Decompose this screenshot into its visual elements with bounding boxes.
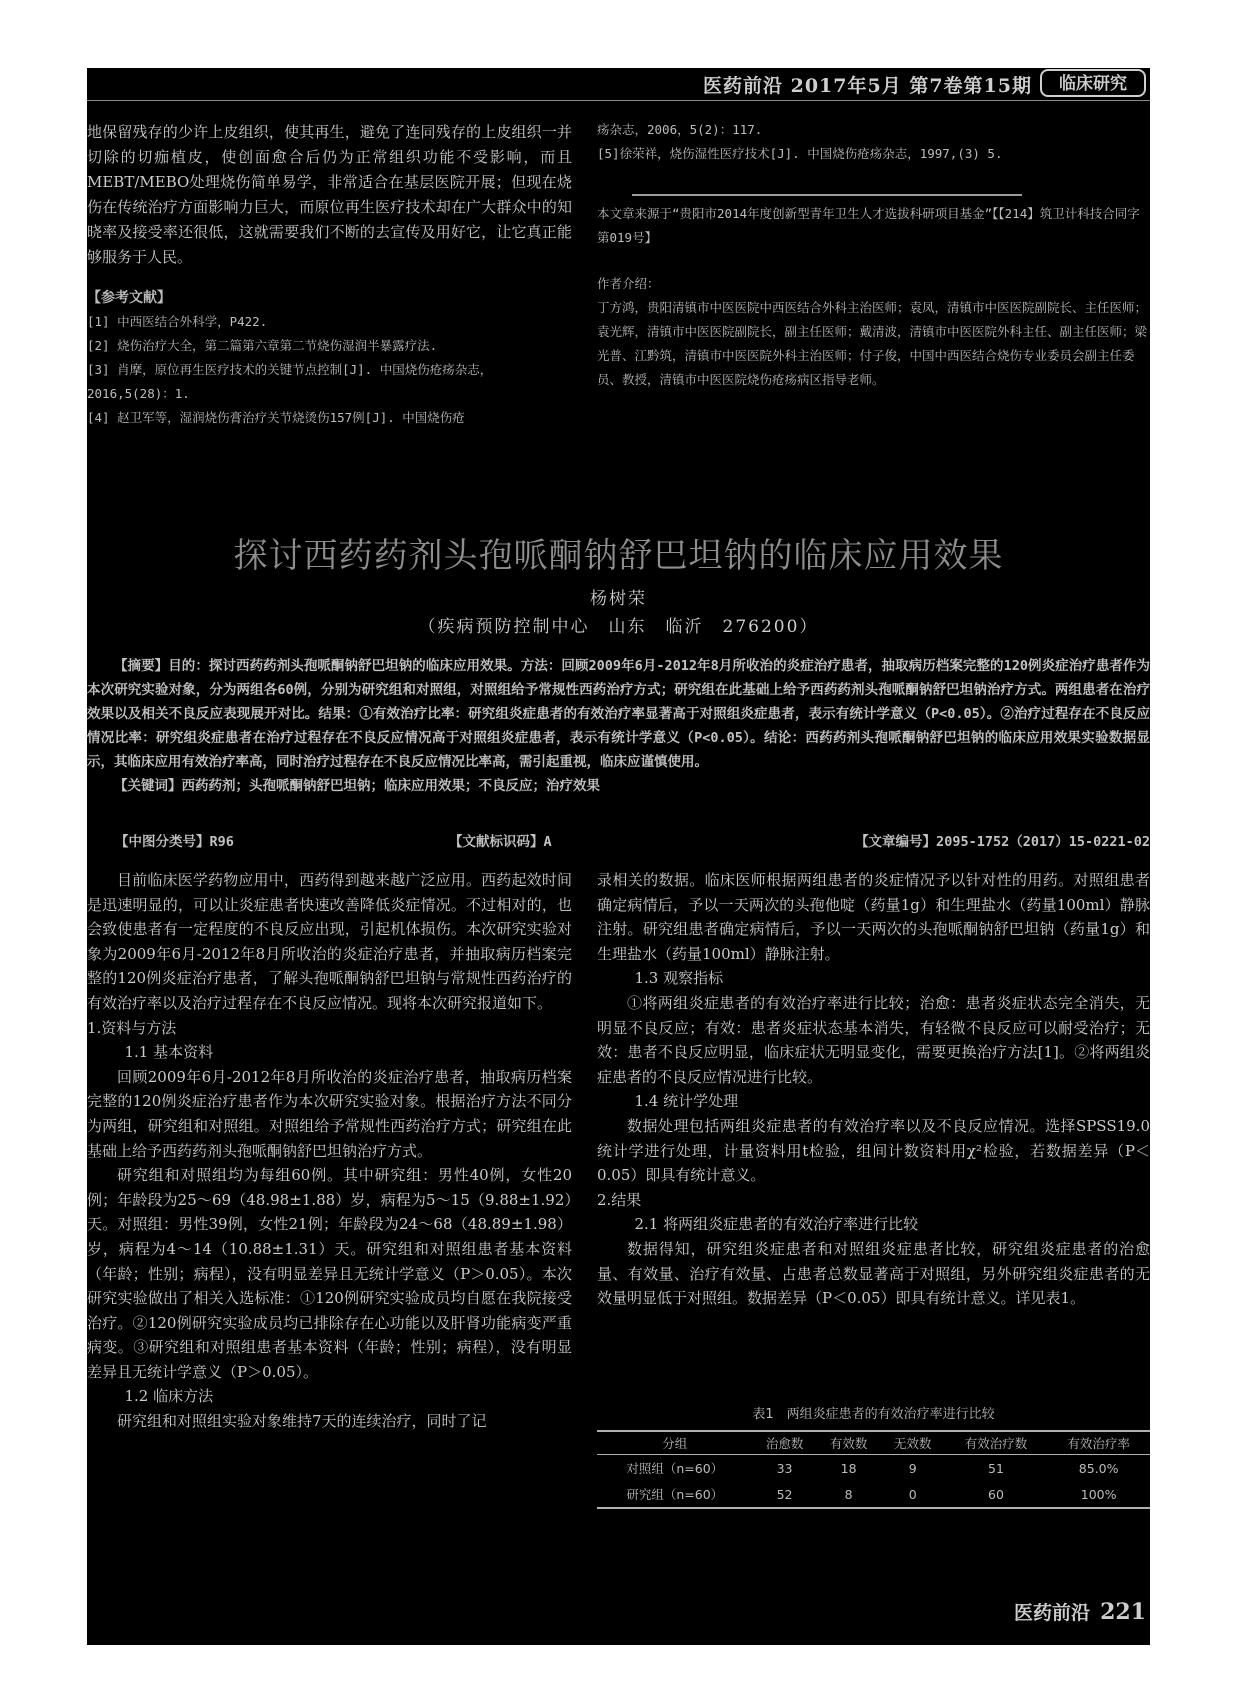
body-paragraph: 录相关的数据。临床医师根据两组患者的炎症情况予以针对性的用药。对照组患者确定病情后，予以一天两次的头孢他啶（药量1g）和生理盐水（药量100ml）静脉注射。研究组患者确定病情后，予以一天两次的头孢哌酮钠舒巴坦钠（药量1g）和生理盐水（药量100ml）静脉注射。 [597, 871, 1150, 963]
prev-article-right-refs [597, 118, 1150, 166]
references-heading: 【参考文献】 [87, 290, 171, 306]
page-header [87, 68, 1150, 101]
article-title: 探讨西药药剂头孢哌酮钠舒巴坦钠的临床应用效果 [233, 536, 1004, 576]
table-1 [597, 1403, 1150, 1509]
article-author: 杨树荣 [590, 589, 647, 609]
reference-item: [1] 中西医结合外科学，P422. [87, 314, 268, 329]
prev-article-paragraph: 地保留残存的少许上皮组织，使其再生，避免了连同残存的上皮组织一并切除的切痂植皮，使创面愈合后仍为正常组织功能不受影响，而且MEBT/MEBO处理烧伤简单易学，非常适合在基层医院开展；但现在烧伤在传统治疗方面影响力巨大，而原位再生医疗技术却在广大群众中的知晓率及接受率还很低，这就需要我们不断的去宣传及用好它，让它真正能够服务于人民。 [87, 123, 572, 266]
reference-item: [2] 烧伤治疗大全，第二篇第六章第二节烧伤湿润半暴露疗法. [87, 338, 438, 353]
prev-article-left-column [87, 120, 572, 270]
table-cell: 85.0% [1078, 1460, 1119, 1476]
table-cell: 60 [945, 1481, 1048, 1508]
subsection-heading: 1.2 临床方法 [124, 1387, 214, 1406]
body-paragraph: 数据得知，研究组炎症患者和对照组炎症患者比较，研究组炎症患者的治愈量、有效量、治疗有效量、占患者总数显著高于对照组，另外研究组炎症患者的无效量明显低于对照组。数据差异（P＜0.05）即具有统计意义。详见表1。 [597, 1239, 1150, 1308]
subsection-heading: 2.1 将两组炎症患者的有效治疗率进行比较 [634, 1215, 919, 1234]
body-paragraph: ①将两组炎症患者的有效治疗率进行比较；治愈：患者炎症状态完全消失，无明显不良反应；有效：患者炎症状态基本消失，有轻微不良反应可以耐受治疗；无效：患者不良反应明显，临床症状无明显变化，需要更换治疗方法[1]。②将两组炎症患者的不良反应情况进行比较。 [597, 993, 1150, 1086]
funding-text: 本文章来源于“贵阳市2014年度创新型青年卫生人才选拔科研项目基金”【【214】筑卫计科技合同字第019号】 [597, 206, 1140, 245]
table-cell: 51 [988, 1460, 1004, 1476]
body-paragraph: 数据处理包括两组炎症患者的有效治疗率以及不良反应情况。选择SPSS19.0统计学进行处理，计量资料用t检验，组间计数资料用χ²检验，若数据差异（P＜0.05）即具有统计意义。 [597, 1116, 1150, 1185]
body-paragraph: 研究组和对照组均为每组60例。其中研究组：男性40例，女性20例；年龄段为25～69（48.98±1.88）岁，病程为5～15（9.88±1.92）天。对照组：男性39例，女性21例；年龄段为24～68（48.89±1.98）岁，病程为4～14（10.88±1.31）天。研究组和对照组患者基本资料（年龄；性别；病程），没有明显差异且无统计学意义（P＞0.05）。本次研究实验做出了相关入选标准：①120例研究实验成员均自愿在我院接受治疗。②120例研究实验成员均已排除存在心功能以及肝肾功能病变严重病变。③研究组和对照组患者基本资料（年龄；性别；病程），没有明显差异且无统计学意义（P＞0.05）。 [87, 1166, 572, 1381]
table-cell: 100% [1047, 1481, 1150, 1508]
subsection-heading: 1.4 统计学处理 [634, 1092, 739, 1111]
table-cell: 9 [908, 1460, 917, 1476]
table-cell: 8 [817, 1481, 881, 1508]
references-block [87, 286, 572, 430]
journal-page [87, 68, 1150, 1645]
table-cell: 18 [840, 1460, 857, 1476]
divider-rule [632, 194, 1022, 196]
article-affiliation: （疾病预防控制中心 山东 临沂 276200） [418, 617, 819, 637]
section-heading: 1.资料与方法 [87, 1018, 177, 1037]
table-row [597, 1481, 1150, 1508]
reference-item: 疡杂志，2006，5(2)：117. [597, 122, 763, 137]
journal-issue-line: 医药前沿 2017年5月 第7卷第15期 [703, 75, 1032, 97]
table-header-cell: 有效治疗数 [945, 1431, 1048, 1455]
clc-number: 【中图分类号】R96 [115, 834, 234, 850]
table-row [597, 1455, 1150, 1482]
reference-item: [4] 赵卫军等，湿润烧伤膏治疗关节烧烫伤157例[J]. 中国烧伤疮 [87, 410, 465, 425]
reference-item: [5]徐荣祥，烧伤湿性医疗技术[J]. 中国烧伤疮疡杂志，1997,(3) 5. [597, 146, 1003, 161]
author-intro [597, 272, 1150, 392]
body-paragraph: 目前临床医学药物应用中，西药得到越来越广泛应用。西药起效时间是迅速明显的，可以让炎症患者快速改善降低炎症情况。不过相对的，也会致使患者有一定程度的不良反应出现，引起机体损伤。本次研究实验对象为2009年6月-2012年8月所收治的炎症治疗患者，并抽取病历档案完整的120例炎症治疗患者，了解头孢哌酮钠舒巴坦钠与常规性西药治疗的有效治疗率以及治疗过程存在不良反应情况。现将本次研究报道如下。 [87, 871, 572, 1012]
funding-note [597, 202, 1150, 250]
body-right-column [597, 868, 1150, 1311]
results-table [597, 1430, 1150, 1509]
document-code: 【文献标识码】A [449, 834, 552, 850]
subsection-heading: 1.1 基本资料 [124, 1043, 214, 1062]
table-cell: 研究组（n=60） [597, 1481, 753, 1508]
keywords: 【关键词】西药药剂；头孢哌酮钠舒巴坦钠；临床应用效果；不良反应；治疗效果 [114, 778, 600, 794]
abstract-text: 【摘要】目的：探讨西药药剂头孢哌酮钠舒巴坦钠的临床应用效果。方法：回顾2009年6月-2012年8月所收治的炎症治疗患者，抽取病历档案完整的120例炎症治疗患者作为本次研究实验对象，分为两组各60例，分别为研究组和对照组，对照组给予常规性西药治疗方式；研究组在此基础上给予西药药剂头孢哌酮钠舒巴坦钠治疗方式。两组患者在治疗效果以及相关不良反应表现展开对比。结果：①有效治疗比率：研究组炎症患者的有效治疗率显著高于对照组炎症患者，表示有统计学意义（P<0.05）。②治疗过程存在不良反应情况比率：研究组炎症患者在治疗过程存在不良反应情况高于对照组炎症患者，表示有统计学意义（P<0.05）。结论：西药药剂头孢哌酮钠舒巴坦钠的临床应用效果实验数据显示，其临床应用有效治疗率高，同时治疗过程存在不良反应情况比率高，需引起重视，临床应谨慎使用。 [87, 658, 1150, 770]
table-caption: 表1 两组炎症患者的有效治疗率进行比较 [752, 1407, 995, 1422]
table-header-cell: 分组 [597, 1431, 753, 1455]
author-intro-text: 丁方鸿，贵阳清镇市中医医院中西医结合外科主治医师；袁凤，清镇市中医医院副院长、主任医师；袁光辉，清镇市中医医院副院长，副主任医师；戴清波，清镇市中医医院外科主任、副主任医师；梁光普、江黔筑，清镇市中医医院外科主治医师；付子俊，中国中西医结合烧伤专业委员会副主任委员、教授，清镇市中医医院烧伤疮疡病区指导老师。 [597, 300, 1148, 387]
body-left-column [87, 868, 572, 1434]
reference-item: [3] 肖摩，原位再生医疗技术的关键节点控制[J]. 中国烧伤疮疡杂志，2016,5(28)：1. [87, 362, 493, 401]
table-cell: 52 [753, 1481, 817, 1508]
body-paragraph: 研究组和对照组实验对象维持7天的连续治疗，同时了记 [117, 1412, 487, 1431]
section-heading: 2.结果 [597, 1190, 642, 1209]
author-intro-heading: 作者介绍： [597, 276, 660, 291]
abstract [87, 654, 1150, 798]
article-number: 【文章编号】2095-1752（2017）15-0221-02 [855, 834, 1150, 850]
table-header-row [597, 1431, 1150, 1455]
subsection-heading: 1.3 观察指标 [634, 969, 724, 988]
page-number: 221 [1100, 1599, 1146, 1625]
section-badge: 临床研究 [1040, 69, 1146, 97]
table-header-cell: 治愈数 [753, 1431, 817, 1455]
table-cell: 0 [881, 1481, 945, 1508]
footer-journal: 医药前沿 [1014, 1602, 1091, 1624]
table-header-cell: 有效治疗率 [1047, 1431, 1150, 1455]
table-cell: 33 [776, 1460, 793, 1476]
page-footer [1014, 1598, 1146, 1625]
table-cell: 对照组（n=60） [626, 1461, 724, 1476]
table-header-cell: 无效数 [881, 1431, 945, 1455]
body-paragraph: 回顾2009年6月-2012年8月所收治的炎症治疗患者，抽取病历档案完整的120例炎症治疗患者作为本次研究实验对象。根据治疗方法不同分为两组，研究组和对照组。对照组给予常规性西药治疗方式；研究组在此基础上给予西药药剂头孢哌酮钠舒巴坦钠治疗方式。 [87, 1067, 572, 1160]
table-header-cell: 有效数 [817, 1431, 881, 1455]
